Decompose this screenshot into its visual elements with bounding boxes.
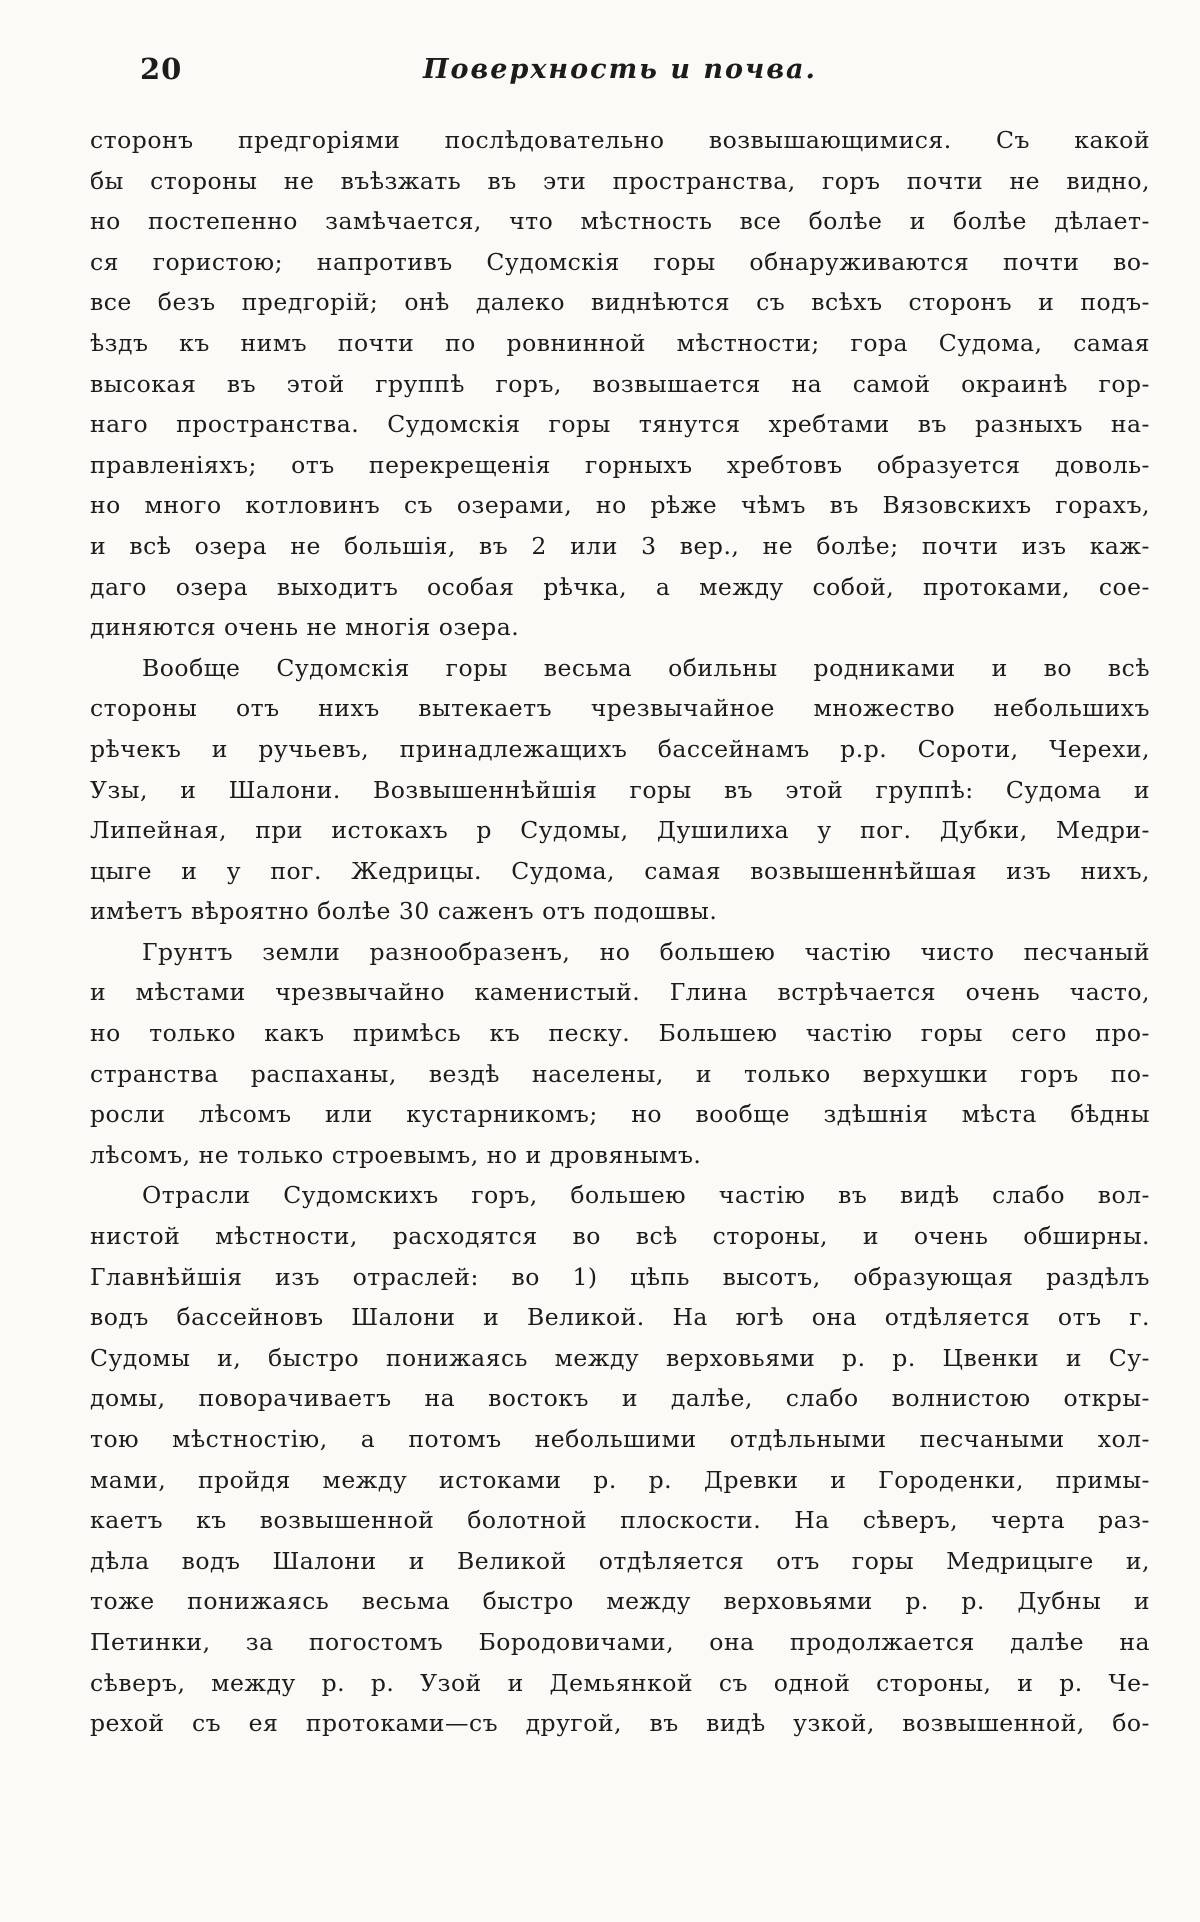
text-line: Липейная, при истокахъ р Судомы, Душилиха у пог. Дубки, Медри-	[90, 816, 1150, 845]
running-title: Поверхность и почва.	[423, 54, 817, 85]
page-number: 20	[140, 52, 183, 86]
text-line: мами, пройдя между истоками р. р. Древки и Городенки, примы-	[90, 1465, 1150, 1494]
text-line: все безъ предгорій; онѣ далеко виднѣются съ всѣхъ сторонъ и подъ-	[90, 288, 1150, 317]
text-line: но постепенно замѣчается, что мѣстность все болѣе и болѣе дѣлает-	[90, 207, 1150, 236]
text-line: рехой съ ея протоками—съ другой, въ видѣ узкой, возвышенной, бо-	[90, 1709, 1150, 1738]
text-line: стороны отъ нихъ вытекаетъ чрезвычайное множество небольшихъ	[90, 694, 1150, 723]
page-header	[140, 52, 1100, 96]
text-line: рѣчекъ и ручьевъ, принадлежащихъ бассейнамъ р.р. Сороти, Черехи,	[90, 734, 1150, 763]
text-line: но только какъ примѣсь къ песку. Большею частію горы сего про-	[90, 1019, 1150, 1048]
paragraph-first-line: Вообще Судомскія горы весьма обильны родниками и во всѣ	[142, 653, 1150, 682]
paragraph-first-line: Отрасли Судомскихъ горъ, большею частію въ видѣ слабо вол-	[142, 1181, 1150, 1210]
text-line: домы, поворачиваетъ на востокъ и далѣе, слабо волнистою откры-	[90, 1384, 1150, 1413]
text-line: дѣла водъ Шалони и Великой отдѣляется отъ горы Медрицыге и,	[90, 1546, 1150, 1575]
text-line: росли лѣсомъ или кустарникомъ; но вообще здѣшнія мѣста бѣдны	[90, 1100, 1150, 1129]
text-line: бы стороны не въѣзжать въ эти пространства, горъ почти не видно,	[90, 166, 1150, 195]
text-line: сторонъ предгоріями послѣдовательно возвышающимися. Съ какой	[90, 126, 1150, 154]
text-line: тою мѣстностію, а потомъ небольшими отдѣльными песчаными хол-	[90, 1425, 1150, 1453]
text-line: цыге и у пог. Жедрицы. Судома, самая возвышеннѣйшая изъ нихъ,	[90, 856, 1150, 885]
text-line: Главнѣйшія изъ отраслей: во 1) цѣпь высотъ, образующая раздѣлъ	[90, 1262, 1150, 1291]
text-line: наго пространства. Судомскія горы тянутся хребтами въ разныхъ на-	[90, 410, 1150, 439]
text-line: диняются очень не многія озера.	[90, 613, 520, 642]
text-line: но много котловинъ съ озерами, но рѣже чѣмъ въ Вязовскихъ горахъ,	[90, 491, 1150, 520]
text-line: тоже понижаясь весьма быстро между верховьями р. р. Дубны и	[90, 1587, 1150, 1616]
paragraph-first-line: Грунтъ земли разнообразенъ, но большею частію чисто песчаный	[142, 937, 1150, 966]
text-line: и мѣстами чрезвычайно каменистый. Глина встрѣчается очень часто,	[90, 978, 1150, 1007]
text-line: Петинки, за погостомъ Бородовичами, она продолжается далѣе на	[90, 1627, 1150, 1656]
text-line: и всѣ озера не большія, въ 2 или 3 вер., не болѣе; почти изъ каж-	[90, 531, 1150, 560]
text-line: водъ бассейновъ Шалони и Великой. На югѣ она отдѣляется отъ г.	[90, 1303, 1150, 1332]
body-text	[90, 120, 1150, 1744]
text-line: правленіяхъ; отъ перекрещенія горныхъ хребтовъ образуется доволь-	[90, 450, 1150, 479]
text-line: сѣверъ, между р. р. Узой и Демьянкой съ одной стороны, и р. Че-	[90, 1668, 1150, 1697]
text-line: даго озера выходитъ особая рѣчка, а между собой, протоками, сое-	[90, 572, 1150, 601]
text-line: ся гористою; напротивъ Судомскія горы обнаруживаются почти во-	[90, 247, 1150, 276]
text-line: нистой мѣстности, расходятся во всѣ стороны, и очень обширны.	[90, 1222, 1150, 1251]
text-line: лѣсомъ, не только строевымъ, но и дровянымъ.	[90, 1140, 702, 1169]
text-line: Судомы и, быстро понижаясь между верховьями р. р. Цвенки и Су-	[90, 1343, 1150, 1372]
text-line: странства распаханы, вездѣ населены, и только верхушки горъ по-	[90, 1059, 1150, 1088]
text-line: высокая въ этой группѣ горъ, возвышается на самой окраинѣ гор-	[90, 369, 1150, 398]
text-line: каетъ къ возвышенной болотной плоскости. На сѣверъ, черта раз-	[90, 1506, 1150, 1535]
text-line: имѣетъ вѣроятно болѣе 30 саженъ отъ подошвы.	[90, 897, 718, 926]
text-line: ѣздъ къ нимъ почти по ровнинной мѣстности; гора Судома, самая	[90, 328, 1150, 357]
text-line: Узы, и Шалони. Возвышеннѣйшія горы въ этой группѣ: Судома и	[90, 775, 1150, 804]
